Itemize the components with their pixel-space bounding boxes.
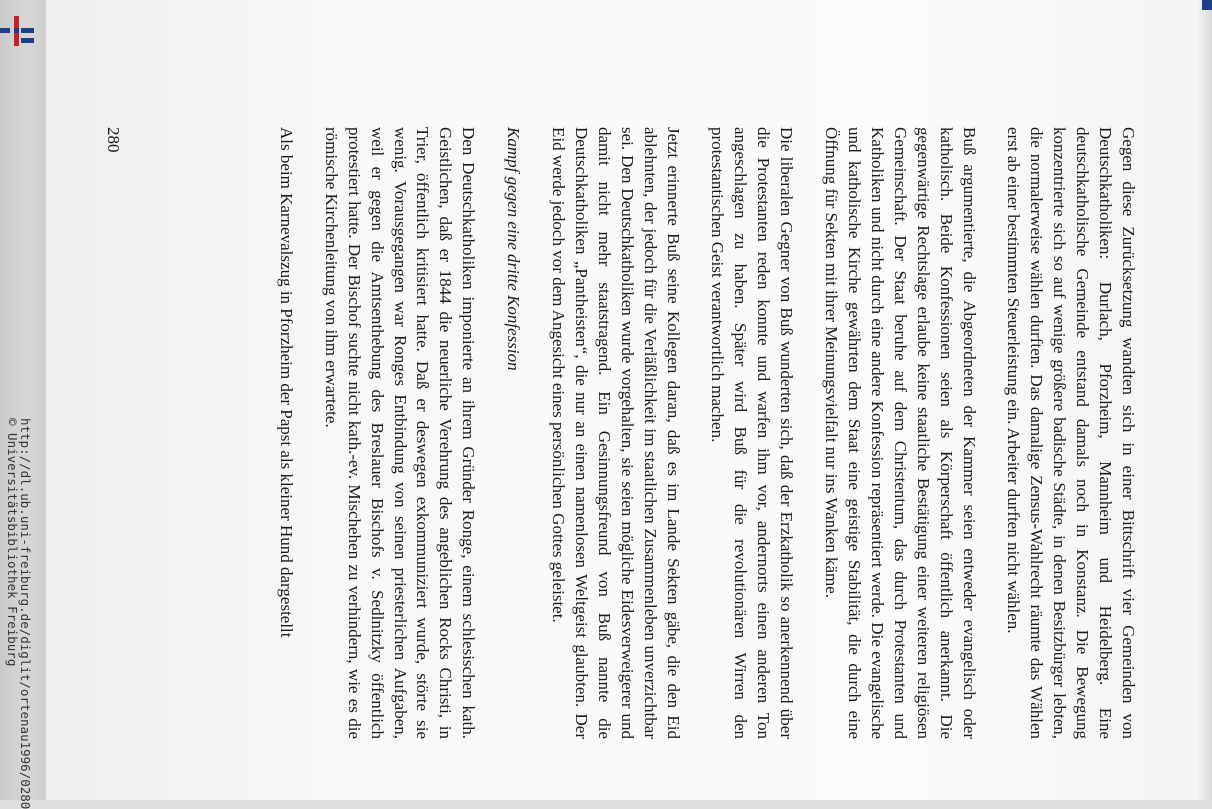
watermark-url: http://dl.ub.uni-freiburg.de/diglit/ortenau1996/0280 — [18, 418, 33, 809]
paragraph: Buß argumentierte, die Abgeordneten der Kammer seien entweder evangelisch oder katholisch. Beide Konfessionen seien als Körperschaft öffentlich anerkannt. Die gegenwärtige Rechtslage erlaube keine staatliche Bestätigung einer weiteren religiösen Gemeinschaft. Der Staat beruhe auf dem Christentum, das durch Protestanten und Katholiken und nicht durch eine andere Konfession repräsentiert werde. Die evangelische und katholische Kirche gewährten dem Staat eine geistige Stabilität, die durch eine Öffnung für Sekten mit ihrer Meinungsvielfalt nur ins Wanken käme. — [822, 127, 979, 739]
watermark-copyright: © Universitätsbibliothek Freiburg — [5, 418, 20, 667]
viewer-right-margin — [1196, 0, 1212, 800]
page-number: 280 — [104, 127, 123, 153]
corner-marker-icon — [1202, 0, 1212, 10]
paragraph: Den Deutschkatholiken imponierte an ihrem Gründer Ronge, einem schlesischen kath. Geistlichen, daß er 1844 die neuerliche Verehrung des angeblichen Rocks Christi, in Trier, öffentlich kritisiert hatte. Daß er deswegen exkommuniziert wurde, störte sie wenig. Vorausgegangen war Ronges Entbindung von seinen priesterlichen Aufgaben, weil er gegen die Amtsenthebung des Breslauer Bischofs v. Sedlnitzky öffentlich protestiert hatte. Der Bischof suchte nicht kath.-ev. Mischehen zu verhindern, wie es die römische Kirchenleitung von ihm erwartete. — [321, 127, 479, 739]
section-heading: Kampf gegen eine dritte Konfession — [504, 127, 524, 371]
paragraph: Jetzt erinnerte Buß seine Kollegen daran, daß es im Lande Sekten gäbe, die den Eid ablehnten, der jedoch für die Verläßlichkeit im staatlichen Zusammenleben unverzichtbar sei. Den Deutschkatholiken wurde vorgehalten, sie seien mögliche Eidesverweigerer und damit nicht mehr staatstragend. Ein Gesinnungsfreund von Buß nannte die Deutschkatholiken „Pantheisten“, die nur an einen namenlosen Weltgeist glaubten. Der Eid werde jedoch vor dem Angesicht eines persönlichen Gottes geleistet. — [549, 127, 683, 739]
scanned-page — [46, 0, 1196, 800]
paragraph: Gegen diese Zurücksetzung wandten sich in einer Bittschrift vier Gemeinden von Deutschkatholiken: Durlach, Pforzheim, Mannheim und Heidelberg. Eine deutschkatholische Gemeinde entstand damals noch in Konstanz. Die Bewegung konzentrierte sich so auf wenige größere badische Städte, in denen Besitzbürger lebten, die normalerweise wählen durften. Das damalige Zensus-Wahlrecht räumte das Wählen erst ab einer bestimmten Steuerleistung ein. Arbeiter durften nicht wählen. — [1004, 127, 1138, 739]
paragraph: Die liberalen Gegner von Buß wunderten sich, daß der Erzkatholik so anerkennend über die Protestanten reden konnte und warfen ihm vor, andernorts einen anderen Ton angeschlagen zu haben. Später wird Buß für die revolutionären Wirren den protestantischen Geist verantwortlich machen. — [708, 127, 797, 739]
ub-freiburg-logo-icon — [0, 12, 36, 52]
digitization-watermark — [6, 418, 32, 809]
page-text-block — [274, 127, 1139, 739]
paragraph: Als beim Karnevalszug in Pforzheim der Papst als kleiner Hund dargestellt — [276, 127, 296, 638]
